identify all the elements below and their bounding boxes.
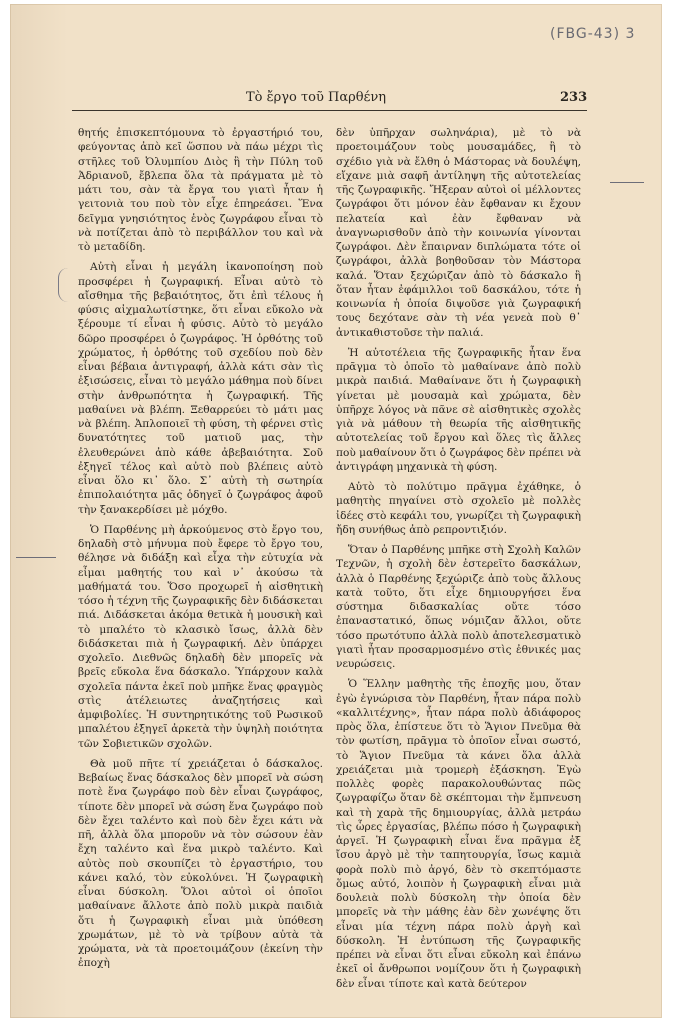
header-rule <box>72 110 587 111</box>
margin-pencil-mark <box>610 182 644 183</box>
paragraph: Ἡ αὐτοτέλεια τῆς ζωγραφικῆς ἦταν ἕνα πρᾶγμα τὸ ὁποῖο τὸ μαθαίνανε ἀπὸ πολὺ μικρὰ παιδιά. Μαθαίνανε ὅτι ἡ ζωγραφικὴ γίνεται μὲ μουσαμὰ καὶ χρώματα, δὲν ὑπῆρχε λόγος νὰ πᾶνε σὲ αἰσθητικὲς σχολὲς γιὰ νὰ μάθουν τὴ θεωρία τῆς αἰσθητικῆς αὐτοτελείας τοῦ ἔργου καὶ ὅλες τὶς ἄλλες ποὺ μαθαίνουν ὅτι ὁ ζωγράφος δὲν πρέπει νὰ ἀντιγράφη μηχανικὰ τὴ φύση. <box>336 346 581 473</box>
margin-bracket-mark <box>58 268 69 302</box>
document-page <box>10 4 662 1018</box>
paragraph: Αὐτὴ εἶναι ἡ μεγάλη ἱκανοποίηση ποὺ προσφέρει ἡ ζωγραφική. Εἶναι αὐτὸ τὸ αἴσθημα τῆς βεβαιότητος, ὅτι ἐπὶ τέλους ἡ φύσις αἰχμαλωτίστηκε, ὅτι εἶναι εὔκολο νὰ ξέρουμε τί εἶναι ἡ φύσις. Αὐτὸ τὸ μεγάλο δῶρο προσφέρει ὁ ζωγράφος. Ἡ ὀρθότης τοῦ χρώματος, ἡ ὀρθότης τοῦ σχεδίου ποὺ δὲν εἶναι βέβαια ἀντιγραφή, ἀλλὰ κάτι σὰν τὶς ἐξισώσεις, εἶναι τὸ μεγάλο μάθημα ποὺ δίνει στὴν ἀνθρωπότητα ἡ ζωγραφική. Τῆς μαθαίνει νὰ βλέπη. Ξεθαρρεύει τὸ μάτι μας νὰ βλέπη. Ἀπλοποιεῖ τὴ φύση, τὴ φέρνει στὶς δυνατότητες τοῦ ματιοῦ μας, τὴν ἐλευθερώνει ἀπὸ κάθε ἀβεβαιότητα. Σοῦ ἐξηγεῖ τέλος καὶ αὐτὸ ποὺ βλέπεις αὐτὸ εἶναι ὅλο κι᾿ ὅλο. Σ᾿ αὐτὴ τὴ σωτηρία ἐπιπολαιότητα μᾶς ὁδηγεῖ ὁ ζωγράφος ἀφοῦ τὴν ξανακερδίσει μὲ μόχθο. <box>78 261 323 516</box>
right-text-column <box>336 126 581 997</box>
left-text-column <box>78 126 323 977</box>
paragraph: Ὁ Ἕλλην μαθητὴς τῆς ἐποχῆς μου, ὅταν ἐγὼ ἐγνώρισα τὸν Παρθένη, ἦταν πάρα πολὺ «καλλιτέχνης», ἦταν πάρα πολὺ ἀδιάφορος πρὸς ὅλα, ἐπίστευε ὅτι τὸ Ἅγιον Πνεῦμα θὰ τὸν φωτίση, πρᾶγμα τὸ ὁποῖον εἶναι σωστό, τὸ Ἅγιον Πνεῦμα τὰ κάνει ὅλα ἀλλὰ χρειάζεται μιὰ τρομερὴ ἐξάσκηση. Ἐγὼ πολλὲς φορὲς παρακολουθώντας πῶς ζωγραφίζω ὅταν δὲ σκέπτομαι τὴν ἔμπνευση καὶ τὴ χαρὰ τῆς δημιουργίας, ἀλλὰ μετράω τὶς ὧρες ἐργασίας, βλέπω πόσο ἡ ζωγραφικὴ ἀργεῖ. Ἡ ζωγραφικὴ εἶναι ἕνα πρᾶγμα ἐξ ἴσου ἀργὸ μὲ τὴν ταπητουργία, ἴσως καμιὰ φορὰ πολὺ πιὸ ἀργό, δὲν τὸ σκεπτόμαστε ὅμως αὐτό, λοιπὸν ἡ ζωγραφικὴ εἶναι μιὰ δουλειὰ πολὺ δύσκολη τὴν ὁποία δὲν μπορεῖς νὰ τὴν μάθης ἐὰν δὲν χωνέψης ὅτι εἶναι μία τέχνη πάρα πολὺ ἀργὴ καὶ δύσκολη. Ἡ ἐντύπωση τῆς ζωγραφικῆς πρέπει νὰ εἶναι ὅτι εἶναι εὔκολη καὶ ἐπάνω ἐκεῖ οἱ ἄνθρωποι νομίζουν ὅτι ἡ ζωγραφικὴ δὲν εἶναι τίποτε καὶ κατὰ δεύτερον <box>336 678 581 990</box>
margin-pencil-mark <box>16 557 56 558</box>
page-number: 233 <box>560 90 588 105</box>
running-header-title: Τὸ ἔργο τοῦ Παρθένη <box>246 90 387 105</box>
paragraph: δὲν ὑπῆρχαν σωληνάρια), μὲ τὸ νὰ προετοιμάζουν τοὺς μουσαμάδες, ἢ τὸ σχέδιο γιὰ νὰ ἔλθη ὁ Μάστορας νὰ δουλέψη, εἴχανε μιὰ σαφῆ ἀντίληψη τῆς αὐτοτελείας τῆς ζωγραφικῆς. Ἤξεραν αὐτοὶ οἱ μέλλοντες ζωγράφοι ὅτι μόνον ἐὰν ἔφθαναν κι ἔχουν πελατεία καὶ ἐὰν ἔφθαναν νὰ ἀναγνωρισθοῦν ἀπὸ τὴν κοινωνία γίνονται ζωγράφοι. Δὲν ἔπαιρναν διπλώματα τότε οἱ ζωγράφοι, ἀλλὰ βοηθοῦσαν τὸν Μάστορα καλά. Ὅταν ξεχώριζαν ἀπὸ τὸ δάσκαλο ἢ ὅταν ἦταν ἐφάμιλλοι τοῦ δασκάλου, τότε ἡ κοινωνία ἡ ὁποία διψοῦσε γιὰ ζωγραφική τους δεχότανε σὰν τὴ νέα γενεὰ ποὺ θ᾿ ἀντικαθιστοῦσε τὴν παλιά. <box>336 127 581 339</box>
paragraph: Ὁ Παρθένης μὴ ἀρκούμενος στὸ ἔργο του, δηλαδὴ στὸ μήνυμα ποὺ ἔφερε τὸ ἔργο του, θέλησε νὰ διδάξη καὶ εἶχα τὴν εὐτυχία νὰ εἶμαι μαθητής του καὶ ν᾿ ἀκούσω τὰ μαθήματά του. Ὅσο προχωρεῖ ἡ αἰσθητικὴ τόσο ἡ τέχνη τῆς ζωγραφικῆς δὲν διδάσκεται πιά. Διδάσκεται ἀκόμα θετικὰ ἡ μουσικὴ καὶ τὸ μπαλέτο τὸ κλασικὸ ἴσως, ἀλλὰ δὲν διδάσκεται πιὰ ἡ ζωγραφική. Δὲν ὑπάρχει σχολεῖο. Διεθνῶς δηλαδὴ δὲν μπορεῖς νὰ βρεῖς εὔκολα ἕνα δάσκαλο. Ὑπάρχουν καλὰ σχολεῖα πάντα ἐκεῖ ποὺ μπῆκε ἕνας φραγμὸς στὶς ἀτέλειωτες ἀναζητήσεις καὶ ἀμφιβολίες. Ἡ συντηρητικότης τοῦ Ρωσικοῦ μπαλέτου ἐξηγεῖ ἀρκετὰ τὴν ὑψηλὴ ποιότητα τῶν Σοβιετικῶν σχολῶν. <box>78 523 323 750</box>
handwritten-annotation: (FBG-43) 3 <box>550 26 636 42</box>
paragraph: θητής ἐπισκεπτόμουνα τὸ ἐργαστήριό του, φεύγοντας ἀπὸ κεῖ ὥσπου νὰ πάω μέχρι τὶς στῆλες τοῦ Ὀλυμπίου Διὸς ἢ τὴν Πύλη τοῦ Ἀδριανοῦ, ἔβλεπα ὅλα τὰ πράγματα μὲ τὸ μάτι του, σὰν τὰ ἔργα του γιατὶ ἦταν ἡ γειτονιὰ του ποὺ τὸν εἶχε ἐπηρεάσει. Ἕνα δεῖγμα γνησιότητος ἑνὸς ζωγράφου εἶναι τὸ νὰ ποτίζεται ἀπὸ τὸ περιβάλλον του καὶ νὰ τὸ μεταδίδη. <box>78 127 323 253</box>
paragraph: Θὰ μοῦ πῆτε τί χρειάζεται ὁ δάσκαλος. Βεβαίως ἕνας δάσκαλος δὲν μπορεῖ νὰ σώση ποτὲ ἕνα ζωγράφο ποὺ δὲν εἶναι ζωγράφος, τίποτε δὲν μπορεῖ νὰ σώση ἕνα ζωγράφο ποὺ δὲν ἔχει ταλέντο καὶ ποὺ δὲν ἔχει κάτι νὰ πῆ, ἀλλὰ ὅλα μποροῦν νὰ τὸν σώσουν ἐὰν ἔχη ταλέντο καὶ ἕνα μικρὸ ταλέντο. Καὶ αὐτὸς ποὺ σκουπίζει τὸ ἐργαστήριο, του κάνει καλό, τὸν εὐκολύνει. Ἡ ζωγραφικὴ εἶναι δύσκολη. Ὅλοι αὐτοὶ οἱ ὁποῖοι μαθαίνανε ἄλλοτε ἀπὸ πολὺ μικρὰ παιδιὰ ὅτι ἡ ζωγραφικὴ εἶναι μιὰ ὑπόθεση χρωμάτων, μὲ τὸ νὰ τρίβουν αὐτὰ τὰ χρώματα, νὰ τὰ προετοιμάζουν (ἐκείνη τὴν ἐποχὴ <box>78 757 323 970</box>
paragraph: Αὐτὸ τὸ πολύτιμο πρᾶγμα ἐχάθηκε, ὁ μαθητὴς πηγαίνει στὸ σχολεῖο μὲ πολλὲς ἰδέες στὸ κεφάλι του, γνωρίζει τὴ ζωγραφικὴ ἤδη συνήθως ἀπὸ ρεπροντιξιόν. <box>336 481 581 536</box>
paragraph: Ὅταν ὁ Παρθένης μπῆκε στὴ Σχολὴ Καλῶν Τεχνῶν, ἡ σχολὴ δὲν ἐστερεῖτο δασκάλων, ἀλλὰ ὁ Παρθένης ξεχώριζε ἀπὸ τοὺς ἄλλους κατὰ τοῦτο, ὅτι εἶχε δημιουργήσει ἕνα σύστημα διδασκαλίας οὔτε τόσο ἐπαναστατικό, ὅπως νόμιζαν ἄλλοι, οὔτε τόσο πρωτότυπο ἀλλὰ πολὺ ἀποτελεσματικὸ γιατὶ ἦταν προσαρμοσμένο στὶς ἐθνικές μας νευρώσεις. <box>336 544 581 670</box>
